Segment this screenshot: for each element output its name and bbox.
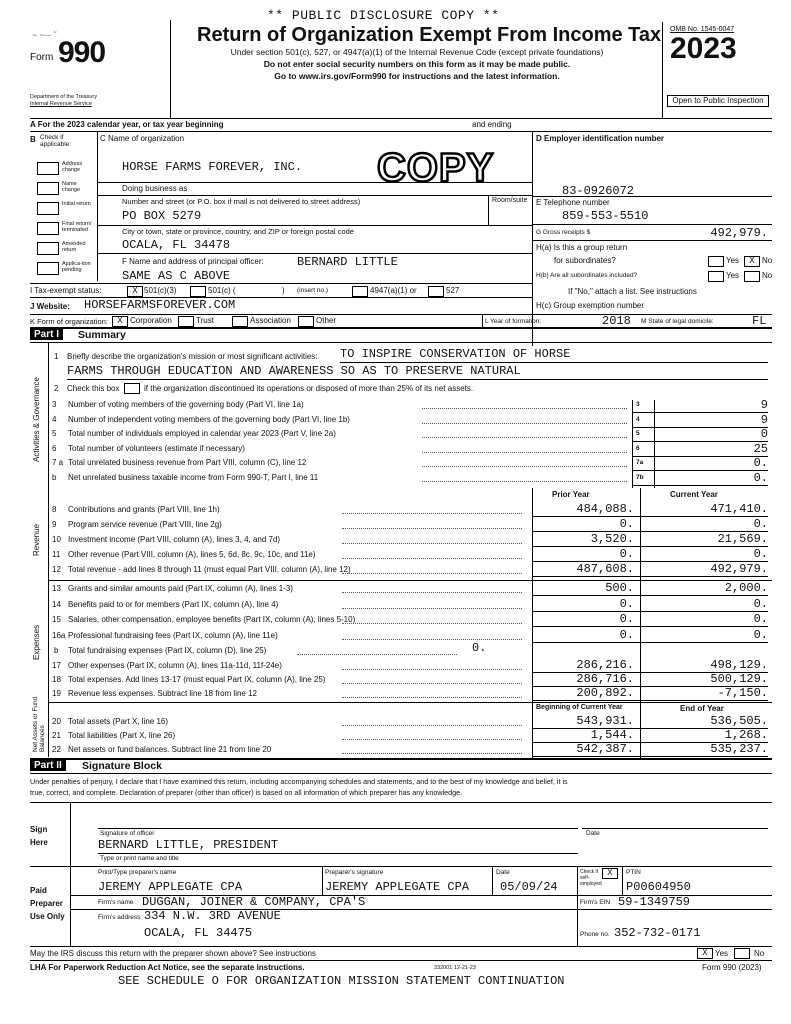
dot-leader [342, 639, 522, 640]
gov-line-value: 0. [753, 456, 768, 470]
prior-year-value: 0. [619, 596, 634, 611]
gov-line-text: Number of independent voting members of the governing body (Part VI, line 1b) [68, 414, 350, 424]
gov-line-text: Net unrelated business taxable income from Form 990-T, Part I, line 11 [68, 472, 319, 482]
dot-leader [342, 558, 522, 559]
divider [492, 866, 493, 896]
prior-year-value: 286,716. [576, 672, 634, 686]
divider [482, 314, 483, 327]
dot-leader [422, 437, 627, 438]
gov-line-box: 5 [636, 430, 640, 437]
officer-date-label: Date [586, 830, 600, 837]
divider [577, 909, 578, 946]
line-number: 15 [52, 615, 61, 624]
underline [532, 642, 768, 643]
attach-list-note: If "No," attach a list. See instructions [568, 287, 697, 296]
line-number: 2 [54, 384, 59, 393]
officer-name-title: BERNARD LITTLE, PRESIDENT [98, 838, 279, 852]
line-number: b [54, 646, 59, 655]
line-number: 19 [52, 689, 61, 698]
prior-year-value: 542,387. [576, 742, 634, 756]
line-2-text: Check this box [67, 384, 120, 393]
box-b-option-label: Address change [62, 161, 83, 173]
discontinued-checkbox[interactable] [124, 383, 140, 394]
form-code: 332001 12-21-23 [434, 965, 476, 971]
status-527-label: 527 [446, 286, 460, 295]
money-line-text: Revenue less expenses. Subtract line 18 from line 12 [68, 689, 257, 698]
line-number: 12 [52, 565, 61, 574]
line-number: 14 [52, 599, 61, 609]
dot-leader [422, 423, 627, 424]
money-line-text: Other expenses (Part IX, column (A), lines 11a-11d, 11f-24e) [68, 661, 282, 670]
ptin-label: PTIN [626, 869, 641, 876]
line-2-text-b: if the organization discontinued its operations or disposed of more than 25% of its net assets. [144, 384, 474, 393]
current-year-value: 500,129. [710, 672, 768, 686]
gov-line-text: Number of voting members of the governing body (Part VI, line 1a) [68, 400, 304, 409]
divider [532, 196, 772, 197]
form-title: Return of Organization Exempt From Income Tax [197, 24, 662, 46]
prior-year-value: 0. [619, 517, 634, 531]
status-501c-checkbox[interactable] [190, 286, 206, 297]
current-year-value: 0. [753, 596, 768, 611]
line-1-text: Briefly describe the organization's mission or most significant activities: [67, 352, 318, 361]
gov-line-box: 7b [636, 473, 644, 481]
insert-no-label: (insert no.) [297, 287, 329, 294]
gov-line-value: 0. [753, 470, 768, 485]
line-a-end: and ending [472, 120, 512, 129]
principal-officer-name: BERNARD LITTLE [297, 255, 398, 269]
other-checkbox[interactable] [298, 316, 314, 327]
divider [322, 866, 323, 896]
line-number: 22 [52, 745, 61, 754]
dot-leader [342, 513, 522, 514]
firm-phone-label: Phone no. [580, 931, 610, 938]
divider [654, 400, 655, 488]
current-year-value: 0. [753, 627, 768, 642]
gov-line-text: Total number of individuals employed in calendar year 2023 (Part V, line 2a) [68, 429, 336, 438]
prior-year-value: 484,088. [576, 502, 634, 516]
year-of-formation-value: 2018 [602, 314, 631, 328]
line-number: 1 [54, 352, 59, 361]
divider [97, 225, 532, 226]
firm-name-label: Firm's name [98, 899, 134, 906]
firm-ein: 59-1349759 [618, 895, 691, 909]
prior-year-value: 286,216. [576, 658, 634, 672]
divider [30, 314, 772, 315]
no-label: No [754, 949, 765, 958]
website-label: J Website: [30, 302, 70, 311]
dot-leader [342, 592, 522, 593]
line-number: 16a [52, 630, 66, 640]
status-501c3-checkbox[interactable]: X [127, 286, 143, 297]
underline [340, 362, 768, 363]
line-number: 5 [52, 429, 57, 438]
form-subtitle-3: Go to www.irs.gov/Form990 for instructions and the latest information. [274, 71, 560, 81]
box-b-option-label: Final return/ terminated [62, 221, 92, 233]
status-4947-checkbox[interactable] [352, 286, 368, 297]
box-b-checkbox[interactable] [37, 182, 59, 195]
dot-leader [342, 623, 522, 624]
box-b-checkbox[interactable] [37, 202, 59, 215]
prior-year-value: 0. [619, 612, 634, 626]
dot-leader [422, 452, 627, 453]
dot-leader [342, 573, 522, 574]
prior-year-value: 543,931. [576, 714, 634, 728]
gov-line-value: 25 [753, 441, 768, 456]
divider [48, 342, 49, 757]
line-number: 6 [52, 443, 57, 453]
state-domicile-label: M State of legal domicile: [641, 318, 714, 325]
underline [67, 379, 768, 380]
association-checkbox[interactable] [232, 316, 248, 327]
schedule-o-note: SEE SCHEDULE O FOR ORGANIZATION MISSION STATEMENT CONTINUATION [118, 974, 565, 988]
signature-line[interactable] [98, 828, 578, 829]
preparer-ptin: P00604950 [626, 880, 691, 894]
line-number: 11 [52, 550, 61, 559]
gov-line-box: 7a [636, 459, 644, 466]
no-label: No [762, 271, 773, 280]
current-year-value: 498,129. [710, 658, 768, 672]
money-line-text: Total liabilities (Part X, line 26) [68, 731, 176, 740]
part-1-label: Part I [30, 329, 63, 340]
state-domicile-value: FL [752, 314, 767, 328]
line-number: 7 a [52, 458, 64, 467]
treasury-department: Department of the Treasury Internal Revenue Service [30, 94, 97, 107]
city-state-zip: OCALA, FL 34478 [122, 238, 231, 252]
dot-leader [342, 669, 522, 670]
box-b-label: B [30, 135, 36, 144]
group-return-yes-checkbox[interactable] [708, 256, 724, 267]
divider [30, 946, 772, 947]
corporation-checkbox[interactable]: X [112, 316, 128, 327]
dot-leader [342, 528, 522, 529]
prior-year-value: 200,892. [576, 686, 634, 700]
perjury-statement-1: Under penalties of perjury, I declare that I have examined this return, including accompanying schedules and statements, and to the best of my knowledge and belief, it is [30, 777, 568, 786]
money-line-text: Professional fundraising fees (Part IX, column (A), line 11e) [68, 630, 278, 640]
money-line-text: Contributions and grants (Part VIII, line 1h) [68, 505, 220, 514]
current-year-value: 0. [753, 517, 768, 531]
money-line-text: Net assets or fund balances. Subtract line 21 from line 20 [68, 745, 272, 754]
box-b-option-label: Initial return [62, 201, 91, 207]
copy-stamp: COPY [377, 146, 495, 190]
current-year-header: Current Year [670, 490, 718, 499]
tax-exempt-status-label: I Tax-exempt status: [30, 286, 102, 295]
box-c-label: C Name of organization [100, 134, 185, 143]
phone-value: 859-553-5510 [562, 209, 649, 223]
prior-year-value: 0. [619, 627, 634, 642]
current-year-value: 0. [753, 547, 768, 561]
line-number: b [52, 472, 57, 482]
gov-line-box: 3 [636, 401, 640, 408]
public-inspection-label: Open to Public Inspection [667, 95, 769, 107]
principal-officer-address: SAME AS C ABOVE [122, 269, 231, 283]
box-b-option-label: Applica-tion pending [62, 261, 91, 273]
gov-line-box: 4 [636, 415, 640, 423]
divider [97, 195, 532, 196]
status-501c-label: 501(c) ( [208, 286, 236, 295]
gov-line-value: 9 [760, 398, 768, 412]
divider [30, 327, 772, 329]
form-subtitle-2: Do not enter social security numbers on this form as it may be made public. [263, 59, 571, 69]
preparer-signature-label: Preparer's signature [325, 869, 384, 876]
corporation-label: Corporation [130, 316, 172, 325]
line-number: 18 [52, 675, 61, 684]
divider [30, 773, 772, 774]
form-990-page [22, 0, 772, 1024]
divider [577, 895, 578, 909]
underline [632, 485, 768, 486]
divider [48, 702, 772, 703]
dot-leader [297, 654, 457, 655]
group-return-question-2: for subordinates? [554, 256, 616, 265]
ein-label: D Employer identification number [536, 134, 665, 143]
form-of-organization-label: K Form of organization: [30, 317, 108, 326]
underline [98, 853, 578, 854]
group-return-no-checkbox[interactable]: X [744, 256, 760, 267]
money-line-text: Total assets (Part X, line 16) [68, 717, 169, 726]
trust-checkbox[interactable] [178, 316, 194, 327]
dot-leader [342, 725, 522, 726]
yes-label: Yes [726, 271, 740, 280]
divider [97, 182, 532, 183]
firm-address-2: OCALA, FL 34475 [144, 926, 253, 940]
beginning-of-year-header: Beginning of Current Year [536, 704, 623, 711]
subordinates-question: H(b) Are all subordinates included? [536, 272, 638, 279]
year-of-formation-label: L Year of formation: [485, 318, 542, 325]
money-line-text: Salaries, other compensation, employee benefits (Part IX, column (A), lines 5-10) [68, 615, 356, 624]
dot-leader [342, 543, 522, 544]
self-employed-label: Check if self-employed [580, 869, 602, 887]
line-number: 10 [52, 535, 61, 544]
box-b-check-label: Check if applicable: [40, 134, 72, 148]
phone-label: E Telephone number [536, 198, 610, 207]
discuss-no-checkbox[interactable] [734, 948, 750, 959]
trust-label: Trust [196, 316, 214, 325]
status-527-checkbox[interactable] [428, 286, 444, 297]
current-year-value: 536,505. [710, 714, 768, 728]
gross-receipts-value: 492,979. [710, 226, 768, 240]
divider [70, 802, 71, 867]
line-16b-text: Total fundraising expenses (Part IX, column (D), line 25) [68, 646, 267, 655]
underline [532, 756, 768, 757]
prior-year-value: 3,520. [590, 532, 634, 546]
principal-officer-label: F Name and address of principal officer: [122, 257, 264, 266]
yes-label: Yes [715, 949, 729, 958]
dba-label: Doing business as [122, 184, 188, 193]
tax-year: 2023 [670, 32, 737, 65]
group-exemption-label: H(c) Group exemption number [536, 301, 645, 310]
preparer-label: Preparer [30, 899, 63, 908]
side-label-activities: Activities & Governance [32, 377, 41, 462]
form-footer-label: Form 990 (2023) [702, 963, 762, 972]
dot-leader [422, 481, 627, 482]
divider [70, 866, 71, 946]
status-501c-close: ) [282, 286, 285, 295]
gov-line-value: 0 [760, 427, 768, 441]
line-number: 17 [52, 661, 61, 670]
box-b-checkbox[interactable] [37, 262, 59, 275]
preparer-date-label: Date [496, 869, 510, 876]
prior-year-value: 487,608. [576, 562, 634, 576]
current-year-value: 2,000. [724, 581, 768, 595]
divider [30, 802, 772, 803]
side-label-net-assets: Net Assets or Fund Balances [32, 696, 46, 752]
line-16b-value: 0. [472, 641, 487, 655]
no-label: No [762, 256, 773, 265]
divider [532, 224, 772, 225]
other-label: Other [316, 316, 337, 325]
room-suite-label: Room/suite [492, 197, 528, 204]
divider [622, 866, 623, 896]
current-year-value: 535,237. [710, 742, 768, 756]
money-line-text: Grants and similar amounts paid (Part IX, column (A), lines 1-3) [68, 584, 293, 593]
line-number: 8 [52, 505, 57, 514]
public-disclosure-banner: ** PUBLIC DISCLOSURE COPY ** [267, 8, 500, 23]
line-number: 9 [52, 520, 57, 529]
dot-leader [342, 608, 522, 609]
side-label-expenses: Expenses [32, 624, 41, 660]
signature-date-line[interactable] [582, 828, 768, 829]
firm-phone: 352-732-0171 [614, 926, 701, 940]
gov-line-text: Total unrelated business revenue from Part VIII, column (C), line 12 [68, 458, 307, 467]
form-label: Form [30, 52, 54, 63]
officer-signature-label: Signature of officer [100, 830, 155, 837]
type-name-label: Type or print name and title [100, 855, 179, 862]
status-4947-label: 4947(a)(1) or [370, 286, 417, 295]
box-b-checkbox[interactable] [37, 222, 59, 235]
divider [30, 866, 772, 867]
status-501c3-label: 501(c)(3) [144, 286, 177, 295]
gov-line-box: 6 [636, 444, 640, 452]
street-label: Number and street (or P.O. box if mail is not delivered to street address) [122, 197, 361, 206]
money-line-text: Total revenue - add lines 8 through 11 (must equal Part VIII, column (A), line 12) [68, 565, 351, 574]
firm-address-1: 334 N.W. 3RD AVENUE [144, 909, 281, 923]
prior-year-value: 500. [605, 581, 634, 595]
divider [488, 195, 489, 225]
firm-name: DUGGAN, JOINER & COMPANY, CPA'S [142, 895, 366, 909]
line-number: 13 [52, 584, 61, 593]
dot-leader [342, 753, 522, 754]
money-line-text: Program service revenue (Part VIII, line 2g) [68, 520, 222, 529]
preparer-date: 05/09/24 [500, 880, 558, 894]
firm-ein-label: Firm's EIN [580, 899, 611, 906]
underline [532, 576, 768, 577]
perjury-statement-2: true, correct, and complete. Declaration of preparer (other than officer) is based on all information of which preparer has any knowledge. [30, 788, 463, 797]
ein-value: 83-0926072 [562, 184, 635, 198]
current-year-value: 1,268. [724, 728, 768, 742]
divider [632, 400, 633, 488]
divider [30, 342, 772, 343]
scribble-mark: ~ ~‑‑ ˜ [32, 30, 57, 40]
current-year-value: 471,410. [710, 502, 768, 516]
money-line-text: Investment income (Part VIII, column (A), lines 3, 4, and 7d) [68, 535, 281, 544]
subordinates-no-checkbox[interactable] [744, 271, 760, 282]
box-b-checkbox[interactable] [37, 162, 59, 175]
mission-statement-2: FARMS THROUGH EDUCATION AND AWARENESS SO AS TO PRESERVE NATURAL [67, 364, 521, 378]
side-label-revenue: Revenue [32, 523, 41, 556]
divider [30, 118, 772, 119]
subordinates-yes-checkbox[interactable] [708, 271, 724, 282]
prior-year-header: Prior Year [552, 490, 590, 499]
paid-label: Paid [30, 886, 47, 895]
mission-statement-1: TO INSPIRE CONSERVATION OF HORSE [340, 347, 571, 361]
dot-leader [422, 466, 627, 467]
city-label: City or town, state or province, country, and ZIP or foreign postal code [122, 227, 354, 236]
prior-year-value: 0. [619, 547, 634, 561]
association-label: Association [250, 316, 291, 325]
line-number: 20 [52, 717, 61, 726]
divider [577, 866, 578, 896]
divider [532, 488, 533, 758]
form-subtitle-1: Under section 501(c), 527, or 4947(a)(1) of the Internal Revenue Code (except private foundations) [230, 47, 604, 57]
prior-year-value: 1,544. [590, 728, 634, 742]
preparer-name-label: Print/Type preparer's name [98, 869, 177, 876]
underline [532, 700, 768, 701]
dot-leader [422, 408, 627, 409]
divider [97, 253, 532, 254]
current-year-value: 21,569. [717, 532, 768, 546]
here-label: Here [30, 838, 48, 847]
lha-notice: LHA For Paperwork Reduction Act Notice, see the separate instructions. [30, 963, 305, 972]
current-year-value: -7,150. [717, 686, 768, 700]
yes-label: Yes [726, 256, 740, 265]
gross-receipts-label: G Gross receipts $ [536, 229, 591, 236]
current-year-value: 0. [753, 612, 768, 626]
firm-address-label: Firm's address [98, 914, 141, 921]
divider [97, 131, 98, 281]
current-year-value: 492,979. [710, 562, 768, 576]
money-line-text: Other revenue (Part VIII, column (A), lines 5, 6d, 8c, 9c, 10c, and 11e) [68, 550, 316, 559]
part-1-title: Summary [78, 329, 126, 341]
line-number: 4 [52, 414, 57, 424]
dot-leader [342, 697, 522, 698]
part-2-title: Signature Block [82, 760, 162, 772]
dot-leader [342, 683, 522, 684]
self-employed-checkbox[interactable]: X [602, 868, 618, 879]
group-return-question: H(a) Is this a group return [536, 243, 628, 252]
line-number: 21 [52, 731, 61, 740]
divider [30, 960, 772, 961]
website-value[interactable]: HORSEFARMSFOREVER.COM [84, 298, 236, 312]
gov-line-text: Total number of volunteers (estimate if necessary) [68, 443, 245, 453]
street-address: PO BOX 5279 [122, 209, 202, 223]
line-a-label: A For the 2023 calendar year, or tax year beginning [30, 120, 224, 129]
discuss-yes-checkbox[interactable]: X [697, 948, 713, 959]
gov-line-value: 9 [760, 412, 768, 427]
dot-leader [342, 739, 522, 740]
preparer-name: JEREMY APPLEGATE CPA [98, 880, 243, 894]
use-only-label: Use Only [30, 912, 65, 921]
sign-label: Sign [30, 825, 48, 834]
end-of-year-header: End of Year [680, 704, 724, 713]
divider [30, 283, 532, 284]
organization-name: HORSE FARMS FOREVER, INC. [122, 160, 303, 174]
form-number: 990 [58, 36, 106, 69]
divider [640, 488, 641, 758]
preparer-signature: JEREMY APPLEGATE CPA [325, 880, 470, 894]
box-b-checkbox[interactable] [37, 242, 59, 255]
money-line-text: Benefits paid to or for members (Part IX, column (A), line 4) [68, 599, 279, 609]
box-b-option-label: Amended return [62, 241, 86, 253]
irs-discuss-question: May the IRS discuss this return with the preparer shown above? See instructions [30, 949, 316, 958]
line-number: 3 [52, 400, 57, 409]
divider [532, 240, 772, 241]
money-line-text: Total expenses. Add lines 13-17 (must equal Part IX, column (A), line 25) [68, 675, 326, 684]
divider [30, 131, 772, 132]
part-2-label: Part II [30, 760, 66, 771]
box-b-option-label: Name change [62, 181, 81, 193]
omb-number: OMB No. 1545-0047 [670, 26, 735, 33]
